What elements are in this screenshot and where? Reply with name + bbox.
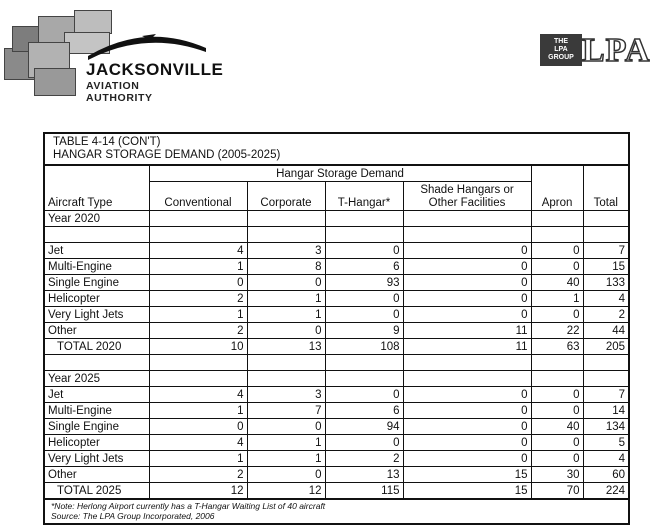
shade-hangar-cell: 0 — [403, 451, 531, 467]
table-row — [45, 323, 628, 339]
conventional-cell: 4 — [149, 387, 247, 403]
aircraft-type-cell: Single Engine — [45, 275, 149, 291]
header-spacer — [45, 166, 149, 182]
table-row — [45, 419, 628, 435]
total-corporate-cell: 13 — [247, 339, 325, 355]
total-cell: 5 — [583, 435, 628, 451]
corporate-cell: 0 — [247, 467, 325, 483]
shade-hangar-cell: 0 — [403, 387, 531, 403]
total-cell: 133 — [583, 275, 628, 291]
table-title — [45, 134, 628, 166]
hangar-storage-table — [45, 166, 628, 500]
table-row — [45, 451, 628, 467]
total-row — [45, 339, 628, 355]
table-row — [45, 403, 628, 419]
conventional-cell: 4 — [149, 243, 247, 259]
column-header-apron: Apron — [531, 182, 583, 211]
total-conventional-cell: 10 — [149, 339, 247, 355]
apron-cell: 1 — [531, 291, 583, 307]
lpa-letters: LPA — [582, 32, 651, 69]
column-header-t-hangar: T-Hangar* — [325, 182, 403, 211]
corporate-cell: 7 — [247, 403, 325, 419]
table-row — [45, 467, 628, 483]
corporate-cell: 1 — [247, 451, 325, 467]
column-header-aircraft-type: Aircraft Type — [45, 182, 149, 211]
page-header — [0, 0, 672, 120]
blank-row — [45, 355, 149, 371]
shade-hangar-cell: 0 — [403, 307, 531, 323]
aircraft-type-cell: Very Light Jets — [45, 307, 149, 323]
aircraft-type-cell: Jet — [45, 243, 149, 259]
corporate-cell: 3 — [247, 243, 325, 259]
conventional-cell: 1 — [149, 451, 247, 467]
shade-hangar-cell: 0 — [403, 435, 531, 451]
total-corporate-cell: 12 — [247, 483, 325, 500]
column-header-conventional: Conventional — [149, 182, 247, 211]
shade-hangar-cell: 0 — [403, 291, 531, 307]
aircraft-type-cell: Helicopter — [45, 435, 149, 451]
conventional-cell: 2 — [149, 291, 247, 307]
total-cell: 60 — [583, 467, 628, 483]
conventional-cell: 1 — [149, 307, 247, 323]
authority-subtitle: AVIATION AUTHORITY — [86, 80, 153, 104]
t-hangar-cell: 9 — [325, 323, 403, 339]
aircraft-type-cell: Jet — [45, 387, 149, 403]
table-title-line1: TABLE 4-14 (CON'T) — [53, 136, 161, 148]
year-label: Year 2025 — [45, 371, 149, 387]
total-cell: 44 — [583, 323, 628, 339]
shade-hangar-cell: 11 — [403, 323, 531, 339]
corporate-cell: 3 — [247, 387, 325, 403]
header-spacer — [531, 166, 583, 182]
conventional-cell: 0 — [149, 419, 247, 435]
total-cell: 15 — [583, 259, 628, 275]
total-cell: 2 — [583, 307, 628, 323]
shade-hangar-cell: 0 — [403, 243, 531, 259]
t-hangar-cell: 0 — [325, 307, 403, 323]
column-header-total: Total — [583, 182, 628, 211]
conventional-cell: 2 — [149, 323, 247, 339]
conventional-cell: 1 — [149, 403, 247, 419]
aircraft-type-cell: Helicopter — [45, 291, 149, 307]
apron-cell: 0 — [531, 387, 583, 403]
corporate-cell: 8 — [247, 259, 325, 275]
t-hangar-cell: 2 — [325, 451, 403, 467]
group-header: Hangar Storage Demand — [149, 166, 531, 182]
t-hangar-cell: 0 — [325, 435, 403, 451]
total-total-cell: 205 — [583, 339, 628, 355]
table-source: Source: The LPA Group Incorporated, 2006 — [51, 511, 215, 521]
total-cell: 7 — [583, 243, 628, 259]
shade-hangar-cell: 0 — [403, 419, 531, 435]
corporate-cell: 0 — [247, 419, 325, 435]
total-cell: 14 — [583, 403, 628, 419]
apron-cell: 0 — [531, 259, 583, 275]
total-apron-cell: 63 — [531, 339, 583, 355]
t-hangar-cell: 94 — [325, 419, 403, 435]
table-body — [45, 211, 628, 500]
total-t-hangar-cell: 108 — [325, 339, 403, 355]
aircraft-type-cell: Single Engine — [45, 419, 149, 435]
apron-cell: 0 — [531, 243, 583, 259]
table-row — [45, 291, 628, 307]
total-apron-cell: 70 — [531, 483, 583, 500]
total-shade-hangar-cell: 15 — [403, 483, 531, 500]
t-hangar-cell: 0 — [325, 387, 403, 403]
apron-cell: 40 — [531, 275, 583, 291]
total-t-hangar-cell: 115 — [325, 483, 403, 500]
total-cell: 4 — [583, 291, 628, 307]
authority-name: JACKSONVILLE — [86, 60, 224, 79]
total-row — [45, 483, 628, 500]
apron-cell: 40 — [531, 419, 583, 435]
apron-cell: 22 — [531, 323, 583, 339]
table-row — [45, 259, 628, 275]
aircraft-type-cell: Very Light Jets — [45, 451, 149, 467]
total-shade-hangar-cell: 11 — [403, 339, 531, 355]
shade-hangar-cell: 15 — [403, 467, 531, 483]
lpa-badge-line: GROUP — [548, 54, 574, 61]
lpa-group-logo — [540, 32, 660, 69]
corporate-cell: 1 — [247, 291, 325, 307]
table-footnote: *Note: Herlong Airport currently has a T-Hangar Waiting List of 40 aircraft — [51, 501, 326, 511]
conventional-cell: 0 — [149, 275, 247, 291]
shade-hangar-cell: 0 — [403, 403, 531, 419]
year-label: Year 2020 — [45, 211, 149, 227]
table-notes — [45, 500, 628, 523]
table-row — [45, 243, 628, 259]
total-total-cell: 224 — [583, 483, 628, 500]
logo-swoosh-icon — [86, 26, 208, 60]
column-header-corporate: Corporate — [247, 182, 325, 211]
total-cell: 4 — [583, 451, 628, 467]
corporate-cell: 1 — [247, 435, 325, 451]
shade-hangar-cell: 0 — [403, 275, 531, 291]
table-row — [45, 307, 628, 323]
aircraft-type-cell: Multi-Engine — [45, 403, 149, 419]
apron-cell: 0 — [531, 451, 583, 467]
collage-photo — [34, 68, 76, 96]
table-title-line2: HANGAR STORAGE DEMAND (2005-2025) — [53, 149, 281, 161]
conventional-cell: 4 — [149, 435, 247, 451]
aircraft-type-cell: Other — [45, 467, 149, 483]
total-label: TOTAL 2025 — [45, 483, 149, 500]
lpa-badge — [540, 34, 582, 66]
t-hangar-cell: 6 — [325, 259, 403, 275]
t-hangar-cell: 0 — [325, 243, 403, 259]
t-hangar-cell: 6 — [325, 403, 403, 419]
conventional-cell: 1 — [149, 259, 247, 275]
table-row — [45, 435, 628, 451]
apron-cell: 0 — [531, 435, 583, 451]
blank-row — [45, 227, 149, 243]
aircraft-type-cell: Other — [45, 323, 149, 339]
t-hangar-cell: 13 — [325, 467, 403, 483]
total-conventional-cell: 12 — [149, 483, 247, 500]
apron-cell: 30 — [531, 467, 583, 483]
corporate-cell: 0 — [247, 323, 325, 339]
hangar-storage-table-container — [43, 132, 630, 525]
jacksonville-aviation-authority-logo — [86, 26, 224, 104]
aircraft-type-cell: Multi-Engine — [45, 259, 149, 275]
lpa-badge-line: LPA — [554, 46, 568, 53]
column-header-shade-hangars: Shade Hangars or Other Facilities — [403, 182, 531, 211]
total-cell: 134 — [583, 419, 628, 435]
table-row — [45, 275, 628, 291]
apron-cell: 0 — [531, 403, 583, 419]
total-label: TOTAL 2020 — [45, 339, 149, 355]
t-hangar-cell: 93 — [325, 275, 403, 291]
header-spacer — [583, 166, 628, 182]
conventional-cell: 2 — [149, 467, 247, 483]
table-row — [45, 387, 628, 403]
apron-cell: 0 — [531, 307, 583, 323]
lpa-badge-line: THE — [554, 38, 568, 45]
t-hangar-cell: 0 — [325, 291, 403, 307]
corporate-cell: 0 — [247, 275, 325, 291]
shade-hangar-cell: 0 — [403, 259, 531, 275]
corporate-cell: 1 — [247, 307, 325, 323]
total-cell: 7 — [583, 387, 628, 403]
